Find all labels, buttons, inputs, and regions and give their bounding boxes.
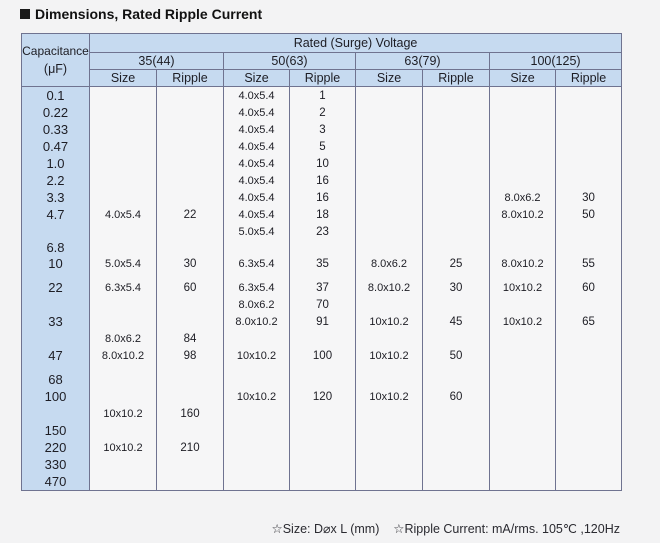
- ripple-cell: [290, 439, 356, 456]
- ripple-cell: [157, 388, 224, 405]
- unit-label: (μF): [43, 62, 68, 76]
- size-cell: [90, 104, 157, 121]
- size-cell: [356, 272, 423, 279]
- table-row: [22, 172, 622, 189]
- ripple-cell: [423, 155, 490, 172]
- ripple-cell: 16: [290, 189, 356, 206]
- ripple-cell: [423, 172, 490, 189]
- size-cell: [224, 240, 290, 255]
- capacitance-cell: 10: [22, 255, 90, 272]
- ripple-cell: [157, 456, 224, 473]
- ripple-cell: 60: [423, 388, 490, 405]
- ripple-cell: [556, 371, 622, 388]
- size-cell: [224, 456, 290, 473]
- ripple-cell: 91: [290, 313, 356, 330]
- ripple-cell: [556, 172, 622, 189]
- ripple-cell: [290, 330, 356, 347]
- size-cell: 8.0x10.2: [490, 206, 556, 223]
- capacitance-cell: [22, 330, 90, 347]
- table-row: [22, 388, 622, 405]
- capacitance-cell: 3.3: [22, 189, 90, 206]
- ripple-cell: [157, 138, 224, 155]
- size-cell: [224, 405, 290, 422]
- table-row: [22, 422, 622, 439]
- table-row: [22, 456, 622, 473]
- size-cell: [356, 121, 423, 138]
- ripple-cell: [157, 172, 224, 189]
- size-cell: 8.0x10.2: [90, 347, 157, 364]
- ripple-cell: 160: [157, 405, 224, 422]
- size-cell: 6.3x5.4: [90, 279, 157, 296]
- ripple-cell: [423, 439, 490, 456]
- ripple-cell: 30: [556, 189, 622, 206]
- size-cell: 4.0x5.4: [224, 121, 290, 138]
- ripple-cell: [290, 272, 356, 279]
- ripple-cell: [556, 473, 622, 491]
- size-cell: 10x10.2: [90, 439, 157, 456]
- size-cell: [490, 330, 556, 347]
- size-cell: 8.0x6.2: [356, 255, 423, 272]
- size-cell: 6.3x5.4: [224, 255, 290, 272]
- size-cell: 10x10.2: [90, 405, 157, 422]
- ripple-cell: [157, 371, 224, 388]
- capacitance-cell: 33: [22, 313, 90, 330]
- ripple-header: Ripple: [423, 70, 490, 87]
- table-row: [22, 279, 622, 296]
- size-cell: 8.0x10.2: [490, 255, 556, 272]
- ripple-cell: [423, 206, 490, 223]
- table-row: [22, 223, 622, 240]
- ripple-cell: [157, 313, 224, 330]
- ripple-cell: [423, 272, 490, 279]
- capacitance-cell: [22, 296, 90, 313]
- ripple-cell: [556, 223, 622, 240]
- size-cell: [490, 364, 556, 371]
- ripple-cell: 120: [290, 388, 356, 405]
- size-cell: [356, 456, 423, 473]
- capacitance-cell: [22, 364, 90, 371]
- size-cell: [224, 371, 290, 388]
- capacitance-cell: 0.1: [22, 87, 90, 105]
- ripple-cell: [423, 371, 490, 388]
- capacitance-cell: 1.0: [22, 155, 90, 172]
- size-cell: 5.0x5.4: [224, 223, 290, 240]
- ripple-cell: [157, 223, 224, 240]
- size-header: Size: [356, 70, 423, 87]
- capacitance-cell: 2.2: [22, 172, 90, 189]
- size-cell: [224, 473, 290, 491]
- table-row: [22, 138, 622, 155]
- ripple-cell: [556, 121, 622, 138]
- size-cell: [356, 330, 423, 347]
- size-cell: [490, 405, 556, 422]
- size-cell: [356, 223, 423, 240]
- size-cell: [490, 456, 556, 473]
- size-cell: [356, 364, 423, 371]
- ripple-cell: [556, 456, 622, 473]
- ripple-cell: 50: [423, 347, 490, 364]
- table-header: [22, 34, 622, 87]
- size-cell: [224, 439, 290, 456]
- ripple-cell: [157, 240, 224, 255]
- ripple-header: Ripple: [157, 70, 224, 87]
- size-cell: 4.0x5.4: [224, 206, 290, 223]
- size-cell: [90, 456, 157, 473]
- ripple-cell: 2: [290, 104, 356, 121]
- ripple-cell: 60: [157, 279, 224, 296]
- ripple-cell: 35: [290, 255, 356, 272]
- ripple-cell: [423, 189, 490, 206]
- ripple-cell: [290, 371, 356, 388]
- ripple-cell: [290, 473, 356, 491]
- voltage-header-50: 50(63): [224, 53, 356, 70]
- capacitance-cell: [22, 272, 90, 279]
- ripple-cell: 5: [290, 138, 356, 155]
- ripple-cell: 60: [556, 279, 622, 296]
- size-cell: [224, 364, 290, 371]
- footnote-size: ☆Size: D⌀x L (mm): [271, 522, 380, 536]
- table-row: [22, 473, 622, 491]
- size-header: Size: [490, 70, 556, 87]
- size-cell: [224, 330, 290, 347]
- size-cell: [356, 189, 423, 206]
- ripple-cell: [423, 138, 490, 155]
- table-row: [22, 87, 622, 105]
- ripple-cell: [423, 456, 490, 473]
- size-cell: [490, 104, 556, 121]
- table-row: [22, 189, 622, 206]
- size-cell: [490, 473, 556, 491]
- ripple-cell: [556, 364, 622, 371]
- size-cell: [90, 87, 157, 105]
- table-row: [22, 104, 622, 121]
- ripple-cell: [423, 473, 490, 491]
- table-body: [22, 87, 622, 491]
- ripple-cell: 1: [290, 87, 356, 105]
- size-cell: [90, 172, 157, 189]
- size-cell: [490, 347, 556, 364]
- ripple-cell: [423, 104, 490, 121]
- size-cell: [490, 240, 556, 255]
- ripple-cell: 30: [157, 255, 224, 272]
- size-cell: [490, 172, 556, 189]
- ripple-cell: 16: [290, 172, 356, 189]
- size-cell: [490, 296, 556, 313]
- ripple-cell: 30: [423, 279, 490, 296]
- ripple-cell: 84: [157, 330, 224, 347]
- capacitance-cell: 330: [22, 456, 90, 473]
- ripple-cell: [556, 240, 622, 255]
- capacitance-cell: 22: [22, 279, 90, 296]
- size-cell: 10x10.2: [224, 388, 290, 405]
- ripple-cell: [556, 87, 622, 105]
- size-cell: [90, 296, 157, 313]
- ripple-cell: [157, 121, 224, 138]
- ripple-cell: 45: [423, 313, 490, 330]
- size-cell: [90, 388, 157, 405]
- ripple-cell: [423, 405, 490, 422]
- capacitance-cell: 150: [22, 422, 90, 439]
- size-cell: [90, 223, 157, 240]
- size-cell: [90, 422, 157, 439]
- size-cell: 4.0x5.4: [224, 189, 290, 206]
- ripple-cell: [556, 330, 622, 347]
- size-cell: [356, 155, 423, 172]
- table-row: [22, 313, 622, 330]
- size-cell: [356, 422, 423, 439]
- size-cell: [90, 189, 157, 206]
- ripple-cell: [157, 364, 224, 371]
- size-cell: [356, 138, 423, 155]
- capacitance-cell: 0.22: [22, 104, 90, 121]
- size-cell: 4.0x5.4: [224, 104, 290, 121]
- size-cell: [90, 155, 157, 172]
- size-cell: [90, 371, 157, 388]
- ripple-cell: [290, 456, 356, 473]
- ripple-cell: 65: [556, 313, 622, 330]
- capacitance-cell: 0.47: [22, 138, 90, 155]
- ripple-cell: [423, 364, 490, 371]
- size-cell: [490, 121, 556, 138]
- black-square-icon: [20, 9, 30, 19]
- size-cell: 4.0x5.4: [90, 206, 157, 223]
- capacitance-cell: 100: [22, 388, 90, 405]
- size-cell: [90, 313, 157, 330]
- table-row: [22, 272, 622, 279]
- size-cell: [356, 240, 423, 255]
- ripple-cell: 18: [290, 206, 356, 223]
- table-row: [22, 206, 622, 223]
- size-cell: [356, 473, 423, 491]
- capacitance-cell: [22, 223, 90, 240]
- size-cell: 6.3x5.4: [224, 279, 290, 296]
- capacitance-header: [22, 34, 90, 87]
- size-cell: 4.0x5.4: [224, 87, 290, 105]
- size-cell: [490, 87, 556, 105]
- size-cell: 10x10.2: [356, 347, 423, 364]
- size-cell: 4.0x5.4: [224, 138, 290, 155]
- size-cell: 10x10.2: [490, 313, 556, 330]
- ripple-cell: [556, 347, 622, 364]
- ripple-header: Ripple: [556, 70, 622, 87]
- size-cell: 10x10.2: [490, 279, 556, 296]
- capacitance-cell: 220: [22, 439, 90, 456]
- footnote: [272, 521, 620, 536]
- size-cell: [90, 121, 157, 138]
- ripple-cell: [157, 422, 224, 439]
- size-cell: [356, 371, 423, 388]
- ripple-cell: [423, 223, 490, 240]
- ripple-cell: [556, 388, 622, 405]
- size-cell: [90, 364, 157, 371]
- size-cell: [90, 138, 157, 155]
- ripple-cell: 10: [290, 155, 356, 172]
- size-cell: [90, 272, 157, 279]
- ripple-cell: [157, 296, 224, 313]
- table-row: [22, 405, 622, 422]
- size-cell: [490, 439, 556, 456]
- ripple-cell: 3: [290, 121, 356, 138]
- size-cell: [490, 422, 556, 439]
- ripple-cell: [157, 155, 224, 172]
- ripple-cell: 55: [556, 255, 622, 272]
- table-row: [22, 155, 622, 172]
- table-row: [22, 330, 622, 347]
- capacitance-cell: [22, 405, 90, 422]
- section-title: [20, 6, 262, 22]
- ripple-cell: 70: [290, 296, 356, 313]
- ripple-cell: 50: [556, 206, 622, 223]
- size-cell: [90, 240, 157, 255]
- size-cell: [356, 296, 423, 313]
- ripple-cell: 210: [157, 439, 224, 456]
- footnote-ripple: ☆Ripple Current: mA/rms. 105℃ ,120Hz: [393, 522, 620, 536]
- ripple-cell: 23: [290, 223, 356, 240]
- capacitance-cell: 4.7: [22, 206, 90, 223]
- size-cell: 8.0x6.2: [90, 330, 157, 347]
- size-cell: [356, 206, 423, 223]
- size-cell: 10x10.2: [356, 313, 423, 330]
- capacitance-cell: 68: [22, 371, 90, 388]
- ripple-cell: [157, 104, 224, 121]
- voltage-header-63: 63(79): [356, 53, 490, 70]
- size-cell: [490, 223, 556, 240]
- size-cell: 4.0x5.4: [224, 155, 290, 172]
- ripple-cell: [157, 87, 224, 105]
- ripple-cell: [157, 272, 224, 279]
- ripple-cell: 100: [290, 347, 356, 364]
- ripple-cell: [556, 138, 622, 155]
- size-cell: [356, 439, 423, 456]
- table-row: [22, 240, 622, 255]
- size-cell: [356, 172, 423, 189]
- table-row: [22, 296, 622, 313]
- size-cell: [490, 138, 556, 155]
- ripple-cell: [157, 473, 224, 491]
- ripple-cell: [290, 422, 356, 439]
- ripple-cell: [556, 422, 622, 439]
- ripple-cell: [423, 121, 490, 138]
- ripple-cell: [556, 272, 622, 279]
- size-cell: [356, 104, 423, 121]
- ripple-cell: [290, 405, 356, 422]
- ripple-cell: [556, 155, 622, 172]
- table-row: [22, 439, 622, 456]
- table-row: [22, 364, 622, 371]
- size-cell: [490, 272, 556, 279]
- size-header: Size: [224, 70, 290, 87]
- capacitance-cell: 47: [22, 347, 90, 364]
- ripple-cell: [556, 439, 622, 456]
- size-cell: 8.0x10.2: [356, 279, 423, 296]
- capacitance-cell: 470: [22, 473, 90, 491]
- ripple-cell: [423, 240, 490, 255]
- size-cell: [490, 388, 556, 405]
- ripple-cell: 25: [423, 255, 490, 272]
- ripple-cell: [290, 240, 356, 255]
- size-cell: 4.0x5.4: [224, 172, 290, 189]
- ripple-cell: 98: [157, 347, 224, 364]
- ripple-cell: [423, 422, 490, 439]
- size-cell: [356, 405, 423, 422]
- ripple-cell: [290, 364, 356, 371]
- ripple-cell: [423, 296, 490, 313]
- rated-voltage-header: Rated (Surge) Voltage: [90, 34, 622, 53]
- section-title-text: Dimensions, Rated Ripple Current: [35, 6, 263, 22]
- dimensions-table: [21, 33, 622, 491]
- voltage-header-100: 100(125): [490, 53, 622, 70]
- voltage-header-35: 35(44): [90, 53, 224, 70]
- size-cell: [490, 155, 556, 172]
- size-cell: [90, 473, 157, 491]
- size-header: Size: [90, 70, 157, 87]
- capacitance-label: Capacitance: [22, 44, 89, 58]
- ripple-cell: [423, 87, 490, 105]
- ripple-cell: [556, 104, 622, 121]
- table-row: [22, 121, 622, 138]
- ripple-cell: [556, 405, 622, 422]
- table-row: [22, 371, 622, 388]
- ripple-cell: [157, 189, 224, 206]
- size-cell: [356, 87, 423, 105]
- ripple-cell: [423, 330, 490, 347]
- size-cell: [224, 272, 290, 279]
- ripple-cell: 22: [157, 206, 224, 223]
- size-cell: [224, 422, 290, 439]
- table-row: [22, 347, 622, 364]
- capacitance-cell: 0.33: [22, 121, 90, 138]
- table-row: [22, 255, 622, 272]
- size-cell: 8.0x10.2: [224, 313, 290, 330]
- size-cell: 10x10.2: [224, 347, 290, 364]
- size-cell: 10x10.2: [356, 388, 423, 405]
- size-cell: 8.0x6.2: [490, 189, 556, 206]
- ripple-cell: 37: [290, 279, 356, 296]
- capacitance-cell: 6.8: [22, 240, 90, 255]
- size-cell: 5.0x5.4: [90, 255, 157, 272]
- size-cell: [490, 371, 556, 388]
- ripple-header: Ripple: [290, 70, 356, 87]
- ripple-cell: [556, 296, 622, 313]
- size-cell: 8.0x6.2: [224, 296, 290, 313]
